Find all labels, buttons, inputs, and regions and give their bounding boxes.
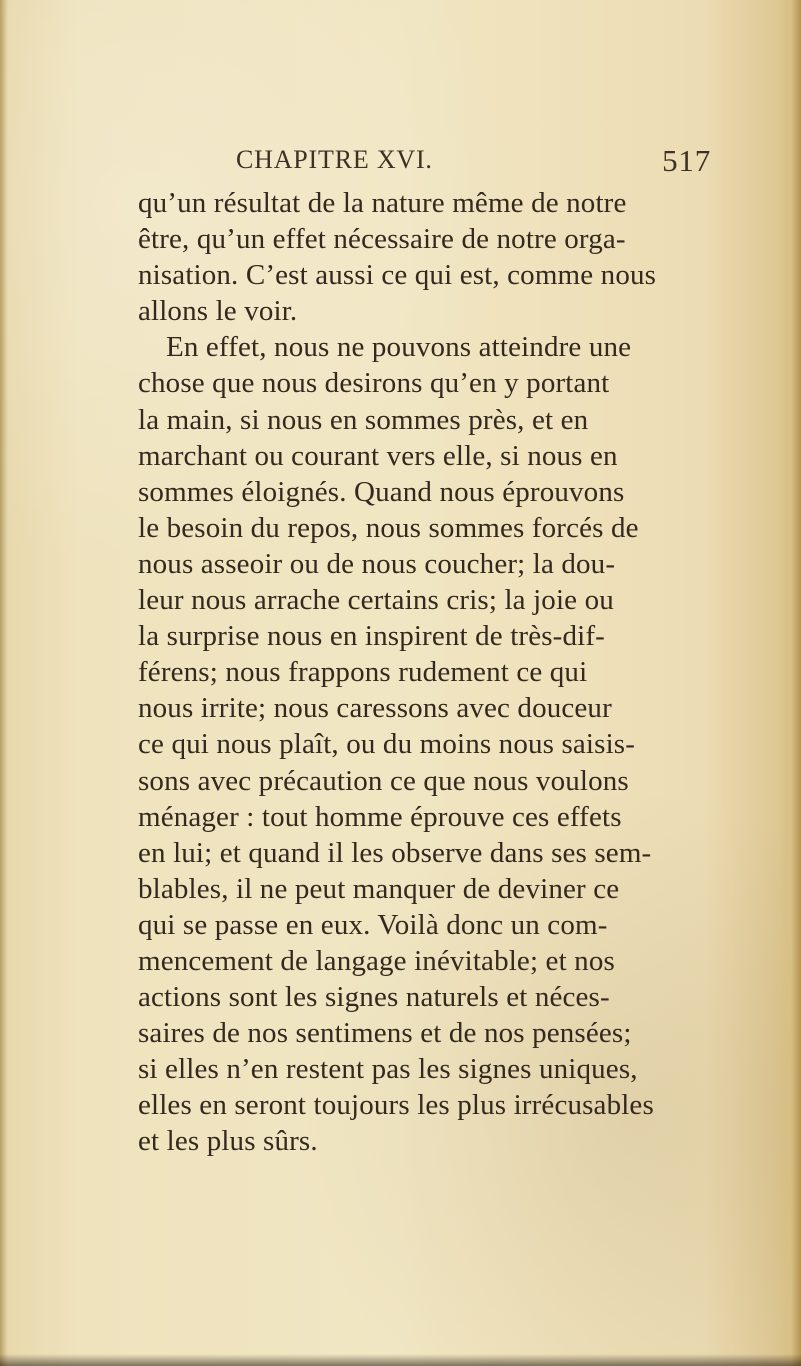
text-line: leur nous arrache certains cris; la joie ou [138, 584, 614, 617]
text-line: nous irrite; nous caressons avec douceur [138, 692, 612, 725]
text-line: qu’un résultat de la nature même de notre [138, 187, 627, 219]
text-line: qui se passe en eux. Voilà donc un com- [138, 908, 608, 941]
text-line: elles en seront toujours les plus irrécusables [138, 1089, 654, 1122]
text-line: sommes éloignés. Quand nous éprouvons [138, 475, 625, 508]
left-page-edge [0, 0, 8, 1366]
text-line: actions sont les signes naturels et néces- [138, 981, 610, 1014]
text-line: si elles n’en restent pas les signes uniques, [138, 1053, 638, 1086]
page-number: 517 [662, 143, 711, 178]
text-line: le besoin du repos, nous sommes forcés de [138, 511, 639, 544]
text-line: nisation. C’est aussi ce qui est, comme nous [138, 259, 657, 292]
text-line: chose que nous desirons qu’en y portant [138, 367, 610, 400]
text-line: mencement de langage inévitable; et nos [138, 944, 615, 977]
text-line: nous asseoir ou de nous coucher; la dou- [138, 547, 616, 580]
body-text [138, 185, 724, 1158]
text-line: et les plus sûrs. [138, 1125, 318, 1158]
text-line: en lui; et quand il les observe dans ses sem- [138, 836, 652, 869]
text-line: allons le voir. [138, 295, 298, 328]
right-page-edge [779, 0, 801, 1366]
bottom-page-shadow [0, 1354, 801, 1366]
text-line: ce qui nous plaît, ou du moins nous saisis- [138, 728, 636, 761]
text-line: la main, si nous en sommes près, et en [138, 403, 589, 436]
page-header [236, 145, 711, 179]
paragraph-start-line: En effet, nous ne pouvons atteindre une [166, 331, 632, 364]
text-line: saires de nos sentimens et de nos pensées; [138, 1017, 632, 1050]
text-line: blables, il ne peut manquer de deviner ce [138, 872, 620, 905]
text-line: être, qu’un effet nécessaire de notre orga- [138, 223, 626, 256]
text-line: ménager : tout homme éprouve ces effets [138, 800, 622, 833]
text-line: férens; nous frappons rudement ce qui [138, 656, 588, 689]
running-head: CHAPITRE XVI. [236, 145, 433, 174]
text-line: la surprise nous en inspirent de très-dif- [138, 620, 605, 653]
text-line: sons avec précaution ce que nous voulons [138, 764, 629, 797]
text-line: marchant ou courant vers elle, si nous en [138, 439, 618, 472]
